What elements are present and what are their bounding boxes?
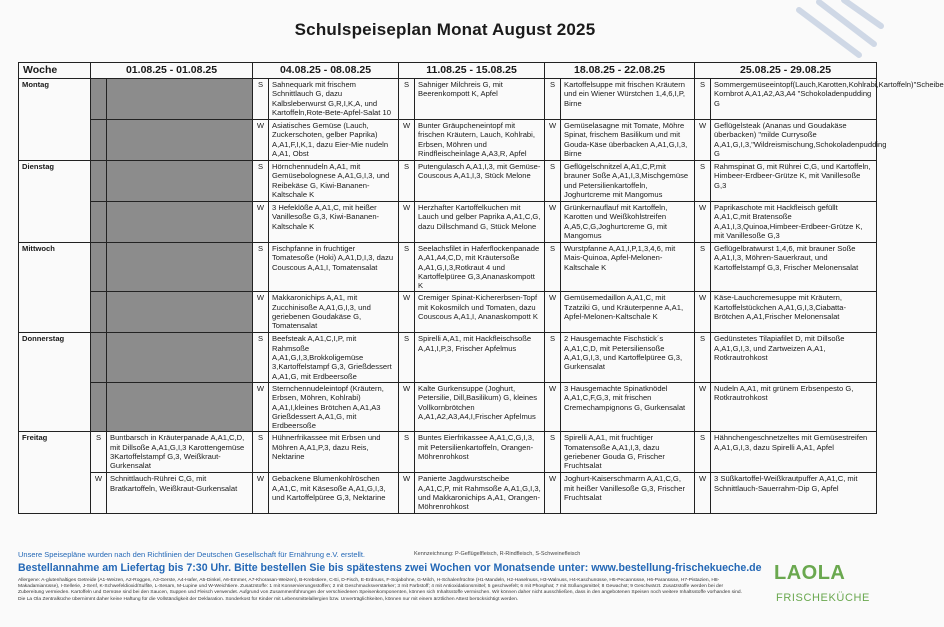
menu-cell: 3 Hefeklöße A,A1,C, mit heißer Vanillesoße G,3, Kiwi-Bananen-Kaltschale K [269,202,399,243]
menu-marker [91,243,107,292]
menu-cell: Rahmspinat G, mit Rührei C,G, und Kartoffeln, Himbeer-Erdbeer-Grütze K, mit Vanillesoße G,3 [711,161,877,202]
menu-marker: S [399,243,415,292]
day-label: Montag [19,79,91,161]
menu-marker: W [545,292,561,333]
menu-marker: W [695,120,711,161]
menu-marker: S [253,432,269,473]
menu-cell: Asiatisches Gemüse (Lauch, Zuckerschoten, gelber Paprika) A,A1,F,I,K,1, dazu Eier-Mie nudeln A,A1, Obst [269,120,399,161]
menu-cell: Sternchennudeleintopf (Kräutern, Erbsen, Möhren, Kohlrabi) A,A1,I,kleines Brötchen A,A1,A3 Grießdessert A,A1,G, mit Erdbeersoße [269,382,399,431]
menu-marker: W [253,202,269,243]
menu-cell: Gemüsemedaillon A,A1,C, mit Tzatziki G, und Kräuterpenne A,A1, Apfel-Melonen-Kaltschale K [561,292,695,333]
menu-row-donnerstag-w [19,382,877,431]
menu-marker: S [545,243,561,292]
menu-marker [91,161,107,202]
menu-marker: S [399,333,415,382]
week-header: 04.08.25 - 08.08.25 [253,63,399,79]
menu-marker [91,292,107,333]
menu-cell: Buntbarsch in Kräuterpanade A,A1,C,D, mit Dillsoße A,A1,G,I,3 Karottengemüse 3Kartoffelstampf G,3, Weißkraut-Gurkensalat [107,432,253,473]
menu-cell: Hähnchengeschnetzeltes mit Gemüsestreifen A,A1,G,I,3, dazu Spirelli A,A1, Apfel [711,432,877,473]
week-header: 11.08.25 - 15.08.25 [399,63,545,79]
menu-cell: Fischpfanne in fruchtiger Tomatesoße (Hoki) A,A1,D,I,3, dazu Couscous A,A1,I, Tomatensalat [269,243,399,292]
menu-cell: Makkaronichips A,A1, mit Zucchinisoße A,A1,G,I,3, und geriebenen Goudakäse G, Tomatensalat [269,292,399,333]
label-note: Kennzeichnung: P-Geflügelfleisch, R-Rindfleisch, S-Schweinefleisch [414,551,581,557]
menu-marker: W [399,202,415,243]
menu-marker: S [253,161,269,202]
menu-marker: W [545,473,561,514]
menu-cell: 3 Süßkartoffel-Weißkrautpuffer A,A1,C, mit Schnittlauch-Sauerrahm-Dip G, Apfel [711,473,877,514]
menu-row-dienstag-w [19,202,877,243]
menu-marker: W [545,202,561,243]
menu-marker: W [253,120,269,161]
menu-cell: Herzhafter Kartoffelkuchen mit Lauch und gelber Paprika A,A1,C,G, dazu Dillschmand G, Stück Melone [415,202,545,243]
menu-row-montag-s [19,79,877,120]
day-label: Mittwoch [19,243,91,333]
menu-cell: 3 Hausgemachte Spinatknödel A,A1,C,F,G,3, mit frischen Cremechampignons G, Gurkensalat [561,382,695,431]
menu-marker: W [91,473,107,514]
menu-marker: S [695,243,711,292]
menu-cell-empty [107,292,253,333]
menu-marker: S [253,79,269,120]
menu-marker: W [695,382,711,431]
week-label: Woche [19,63,91,79]
menu-marker [91,202,107,243]
menu-table [18,62,944,514]
page-title: Schulspeiseplan Monat August 2025 [294,20,596,39]
logo-text: LAOLA [774,562,846,584]
menu-cell: Seelachsfilet in Haferflockenpanade A,A1,A4,C,D, mit Kräutersoße A,A1,G,I,3,Rotkraut 4 und Kartoffelpüree G,3,Ananaskompott K [415,243,545,292]
menu-marker: W [399,120,415,161]
menu-marker: S [545,333,561,382]
menu-cell: Buntes Eierfrikassee A,A1,C,G,I,3, mit Petersilienkartoffeln, Orangen-Möhrenrohkost [415,432,545,473]
menu-cell: Gemüselasagne mit Tomate, Möhre Spinat, frischem Basilikum und mit Gouda-Käse überbacken A,A1,G,I,3, Birne [561,120,695,161]
menu-cell: Joghurt-Kaiserschmarrn A,A1,C,G, mit heißer Vanillesoße G,3, Frischer Fruchtsalat [561,473,695,514]
logo-subtitle: FRISCHEKÜCHE [776,592,870,604]
menu-cell: Putengulasch A,A1,I,3, mit Gemüse-Couscous A,A1,I,3, Stück Melone [415,161,545,202]
menu-cell-empty [107,202,253,243]
menu-cell: Grünkernauflauf mit Kartoffeln, Karotten und Weißkohlstreifen A,A5,C,G,Joghurtcreme G, mit Mangomus [561,202,695,243]
menu-marker: S [695,333,711,382]
menu-cell-empty [107,120,253,161]
day-label: Dienstag [19,161,91,243]
menu-cell: Hörnchennudeln A,A1, mit Gemüsebolognese A,A1,G,I,3, und Reibekäse G, Kiwi-Bananen-Kaltschale K [269,161,399,202]
menu-cell: Geflügelbratwurst 1,4,6, mit brauner Soße A,A1,I,3, Möhren-Sauerkraut, und Kartoffelstampf G,3, Frischer Melonensalat [711,243,877,292]
menu-row-freitag-w [19,473,877,514]
menu-cell: Bunter Gräupcheneintopf mit frischen Kräutern, Lauch, Kohlrabi, Erbsen, Möhren und Rindfleischeinlage A,A3,R, Apfel [415,120,545,161]
menu-marker: W [695,202,711,243]
menu-cell: Sahnequark mit frischem Schnittlauch G, dazu Kalbsleberwurst G,R,I,K,A, und Kartoffeln,Rote-Bete-Apfel-Salat 10 [269,79,399,120]
menu-marker [91,79,107,120]
menu-marker [91,120,107,161]
menu-cell: Geflügelschnitzel A,A1,C,P,mit brauner Soße A,A1,I,3,Mischgemüse und Petersilienkartoffeln, Joghurtcreme mit Mangomus [561,161,695,202]
menu-marker: W [253,473,269,514]
menu-cell-empty [107,382,253,431]
menu-cell: Sahniger Milchreis G, mit Beerenkompott K, Apfel [415,79,545,120]
menu-marker: S [399,161,415,202]
menu-marker: W [545,120,561,161]
menu-cell: Spirelli A,A1, mit Hackfleischsoße A,A1,I,P,3, Frischer Apfelmus [415,333,545,382]
menu-row-montag-w [19,120,877,161]
menu-marker: W [399,382,415,431]
menu-cell: Nudeln A,A1, mit grünem Erbsenpesto G, Rotkrautrohkost [711,382,877,431]
dge-note: Unsere Speisepläne wurden nach den Richtlinien der Deutschen Gesellschaft für Ernährung e.V. erstellt. [18,550,366,559]
menu-marker: S [399,432,415,473]
menu-cell: Gebackene Blumenkohlröschen A,A1,C, mit Käsesoße A,A1,G,I,3, und Kartoffelpüree G,3, Nektarine [269,473,399,514]
laola-logo [760,562,880,622]
menu-marker [91,333,107,382]
menu-cell: Geflügelsteak (Ananas und Goudakäse überbacken) "milde Currysoße A,A1,G,I,3,"Wildreismischung,Schokoladenpudding G [711,120,877,161]
menu-row-mittwoch-s [19,243,877,292]
menu-marker: S [399,79,415,120]
menu-row-freitag-s [19,432,877,473]
menu-row-donnerstag-s [19,333,877,382]
menu-cell: Schnittlauch-Rührei C,G, mit Bratkartoffeln, Weißkraut-Gurkensalat [107,473,253,514]
menu-cell: 2 Hausgemachte Fischstick´s A,A1,C,D, mit Petersiliensoße A,A1,G,I,3, und Kartoffelpüree G,3, Gurkensalat [561,333,695,382]
menu-marker: S [695,79,711,120]
menu-marker: S [545,161,561,202]
menu-marker [91,382,107,431]
week-header: 01.08.25 - 01.08.25 [91,63,253,79]
menu-cell: Cremiger Spinat-Kichererbsen-Topf mit Kokosmilch und Tomaten, dazu Couscous A,A1,I, Ananaskompott K [415,292,545,333]
menu-cell: Wurstpfanne A,A1,I,P,1,3,4,6, mit Mais-Quinoa, Apfel-Melonen-Kaltschale K [561,243,695,292]
menu-marker: S [545,432,561,473]
menu-marker: S [91,432,107,473]
week-header: 18.08.25 - 22.08.25 [545,63,695,79]
day-label: Freitag [19,432,91,514]
menu-cell: Kalte Gurkensuppe (Joghurt, Petersilie, Dill,Basilikum) G, kleines Vollkornbrötchen A,A1,A2,A3,A4,I,Frischer Apfelmus [415,382,545,431]
menu-cell-empty [107,333,253,382]
menu-cell: Gedünstetes Tilapiafilet D, mit Dillsoße A,A1,G,I,3, und Zartweizen A,A1, Rotkrautrohkost [711,333,877,382]
menu-row-mittwoch-w [19,292,877,333]
menu-cell-empty [107,243,253,292]
menu-marker: S [545,79,561,120]
order-note: Bestellannahme am Liefertag bis 7:30 Uhr. Bitte bestellen Sie bis spätestens zwei Wochen vor Monatsende unter: www.bestellung-frischekueche.de [18,562,762,574]
menu-marker: W [399,473,415,514]
menu-cell-empty [107,161,253,202]
menu-marker: S [253,243,269,292]
cutlery-watermark-icon [789,0,884,70]
menu-marker: W [253,382,269,431]
menu-marker: W [545,382,561,431]
menu-cell: Hühnerfrikassee mit Erbsen und Möhren A,A1,P,3, dazu Reis, Nektarine [269,432,399,473]
menu-cell: Käse-Lauchcremesuppe mit Kräutern, Kartoffelstückchen A,A1,G,I,3,Ciabatta-Brötchen A,A1,Frischer Melonensalat [711,292,877,333]
day-label: Donnerstag [19,333,91,432]
menu-marker: W [695,292,711,333]
week-header: 25.08.25 - 29.08.25 [695,63,877,79]
menu-cell: Sommergemüseeintopf(Lauch,Karotten,Kohlrabi,Kartoffeln)"Scheibe Kornbrot A,A1,A2,A3,A4 "Schokoladenpudding G [711,79,877,120]
menu-marker: S [695,432,711,473]
menu-cell: Paprikaschote mit Hackfleisch gefüllt A,A1,C,mit Bratensoße A,A1,I,3,Quinoa,Himbeer-Erdbeer-Grütze K, mit Vanillesoße G,3 [711,202,877,243]
menu-marker: S [695,161,711,202]
menu-cell: Beefsteak A,A1,C,I,P, mit Rahmsoße A,A1,G,I,3,Brokkoligemüse 3,Kartoffelstampf G,3, Grießdessert A,A1,G, mit Erdbeersoße [269,333,399,382]
menu-row-dienstag-s [19,161,877,202]
menu-marker: W [695,473,711,514]
menu-marker: W [399,292,415,333]
menu-cell: Kartoffelsuppe mit frischen Kräutern und ein Wiener Würstchen 1,4,6,I,P, Birne [561,79,695,120]
menu-marker: S [253,333,269,382]
menu-cell-empty [107,79,253,120]
menu-cell: Spirelli A,A1, mit fruchtiger Tomatensoße A,A1,I,3, dazu geriebener Gouda G, Frischer Fruchtsalat [561,432,695,473]
menu-marker: W [253,292,269,333]
allergen-note: Allergene: A-glutenhaltiges Getreide (A1-Weizen, A2-Roggen, A3-Gerste, A4-Hafer, A5-Dinkel, A6-Emmer, A7-Khorasan-Weizen), B-Krebstiere, C-Ei, D-Fisch, E-Erdnuss, F-Sojabohne, G-Milch, H-Schalenfrüchte (H1-Mandeln, H2-Haselnuss, H3-Walnuss, H4-Kaschunüsse, H5-Pecannüsse, H6-Paranüsse, H7-Pistazien, H8-Makadamianüsse), I-Sellerie, J-Senf, K-Schwefeldioxid/Sulfite, L-Sesam, M-Lupine und W-Weichtiere. Zusatzstoffe: 1 mit Konservierungsstoffen; 2 mit Geschmacksverstärker; 3 mit Farbstoff; 4 mit Antioxidationsmittel; 5 geschwefelt; 6 mit Phosphat; 7 mit Süßungsmittel; 8 Gewachst; 9 Geschwärzt. Zusatzstoffe werden bei der Zubereitung vermieden. Kartoffeln und Gemüse sind bei den Saucen, Suppen und Fleisch verwendet. Aufgrund von Zusammenführungen der verschiedenen Speisenkomponenten, können sich Inhaltsstoffe vermischen. Wir können daher nicht ausschließen, dass in den angebotenen Speisen noch weitere Inhaltsstoffe vorhanden sind. Die La Ola Zentralküche übernimmt daher keine Haftung für die Vollständigkeit der Deklaration. Sonderkost für Kinder mit Lebensmittelallergien bzw. Unverträglichkeiten, können nur mit einem ärztlichen Attest berücksichtigt werden. [18,578,742,602]
menu-cell: Panierte Jagdwurstscheibe A,A1,C,P, mit Rahmsoße A,A1,G,I,3, und Makkaronichips A,A1, Orangen-Möhrenrohkost [415,473,545,514]
